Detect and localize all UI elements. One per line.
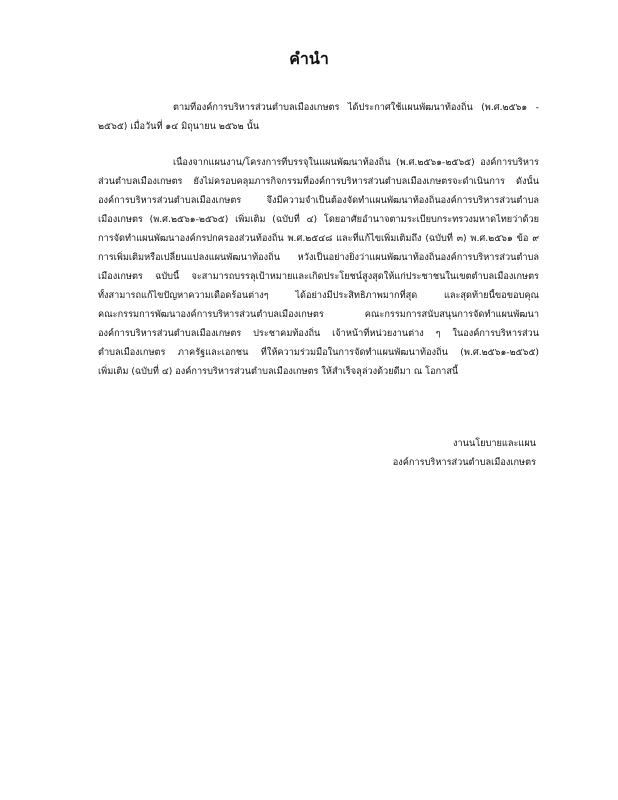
paragraph-2-line-2: ส่วนตำบลเมืองเกษตร ยังไม่ครอบคลุมภารกิจกรรมที่องค์การบริหารส่วนตำบลเมืองเกษตรจะดำเนินการ ดังนั้น: [98, 176, 539, 187]
paragraph-1-line-2: ๒๕๖๕) เมื่อวันที่ ๑๔ มิถุนายน ๒๕๖๒ นั้น: [98, 121, 260, 132]
paragraph-2-line-12: เพิ่มเติม (ฉบับที่ ๔) องค์การบริหารส่วนตำบลเมืองเกษตร ให้สำเร็จลุล่วงด้วยดีมา ณ โอกาสนี้: [98, 366, 459, 377]
paragraph-2-line-5: การจัดทำแผนพัฒนาองค์กรปกครองส่วนท้องถิ่น พ.ศ.๒๕๔๘ และที่แก้ไขเพิ่มเติมถึง (ฉบับที่ ๓) พ.ศ.๒๕๖๑ ข้อ ๙: [98, 233, 539, 244]
paragraph-2-line-10: องค์การบริหารส่วนตำบลเมืองเกษตร ประชาคมท้องถิ่น เจ้าหน้าที่หน่วยงานต่าง ๆ ในองค์การบริหารส่วน: [98, 328, 539, 339]
paragraph-2-line-1: เนื่องจากแผนงาน/โครงการที่บรรจุในแผนพัฒนาท้องถิ่น (พ.ศ.๒๕๖๑-๒๕๖๕) องค์การบริหาร: [173, 157, 539, 168]
paragraph-2-line-6: การเพิ่มเติมหรือเปลี่ยนแปลงแผนพัฒนาท้องถิ่น หวังเป็นอย่างยิ่งว่าแผนพัฒนาท้องถิ่นองค์การบริหารส่วนตำบล: [98, 252, 539, 263]
paragraph-1-line-1: ตามที่องค์การบริหารส่วนตำบลเมืองเกษตร ได้ประกาศใช้แผนพัฒนาท้องถิ่น (พ.ศ.๒๕๖๑ -: [173, 102, 539, 113]
paragraph-2-line-4: เมืองเกษตร (พ.ศ.๒๕๖๑-๒๕๖๕) เพิ่มเติม (ฉบับที่ ๔) โดยอาศัยอำนาจตามระเบียบกระทรวงมหาดไทยว่าด้วย: [98, 214, 539, 225]
paragraph-2-line-7: เมืองเกษตร ฉบับนี้ จะสามารถบรรลุเป้าหมายและเกิดประโยชน์สูงสุดให้แก่ประชาชนในเขตตำบลเมืองเกษตร: [98, 271, 539, 282]
paragraph-2-line-3: องค์การบริหารส่วนตำบลเมืองเกษตร จึงมีความจำเป็นต้องจัดทำแผนพัฒนาท้องถิ่นองค์การบริหารส่วนตำบล: [98, 195, 539, 206]
paragraph-2-line-9: คณะกรรมการพัฒนาองค์การบริหารส่วนตำบลเมืองเกษตร คณะกรรมการสนับสนุนการจัดทำแผนพัฒนา: [98, 309, 539, 320]
document-title: คำนำ: [289, 49, 329, 68]
signature-department: งานนโยบายและแผน: [453, 438, 536, 449]
paragraph-2-line-11: ตำบลเมืองเกษตร ภาครัฐและเอกชน ที่ให้ความร่วมมือในการจัดทำแผนพัฒนาท้องถิ่น (พ.ศ.๒๕๖๑-๒๕๖๕): [98, 347, 539, 358]
paragraph-2-line-8: ทั้งสามารถแก้ไขปัญหาความเดือดร้อนต่างๆ ได้อย่างมีประสิทธิภาพมากที่สุด และสุดท้ายนี้ขอขอบคุณ: [98, 290, 539, 301]
signature-organization: องค์การบริหารส่วนตำบลเมืองเกษตร: [392, 457, 536, 468]
